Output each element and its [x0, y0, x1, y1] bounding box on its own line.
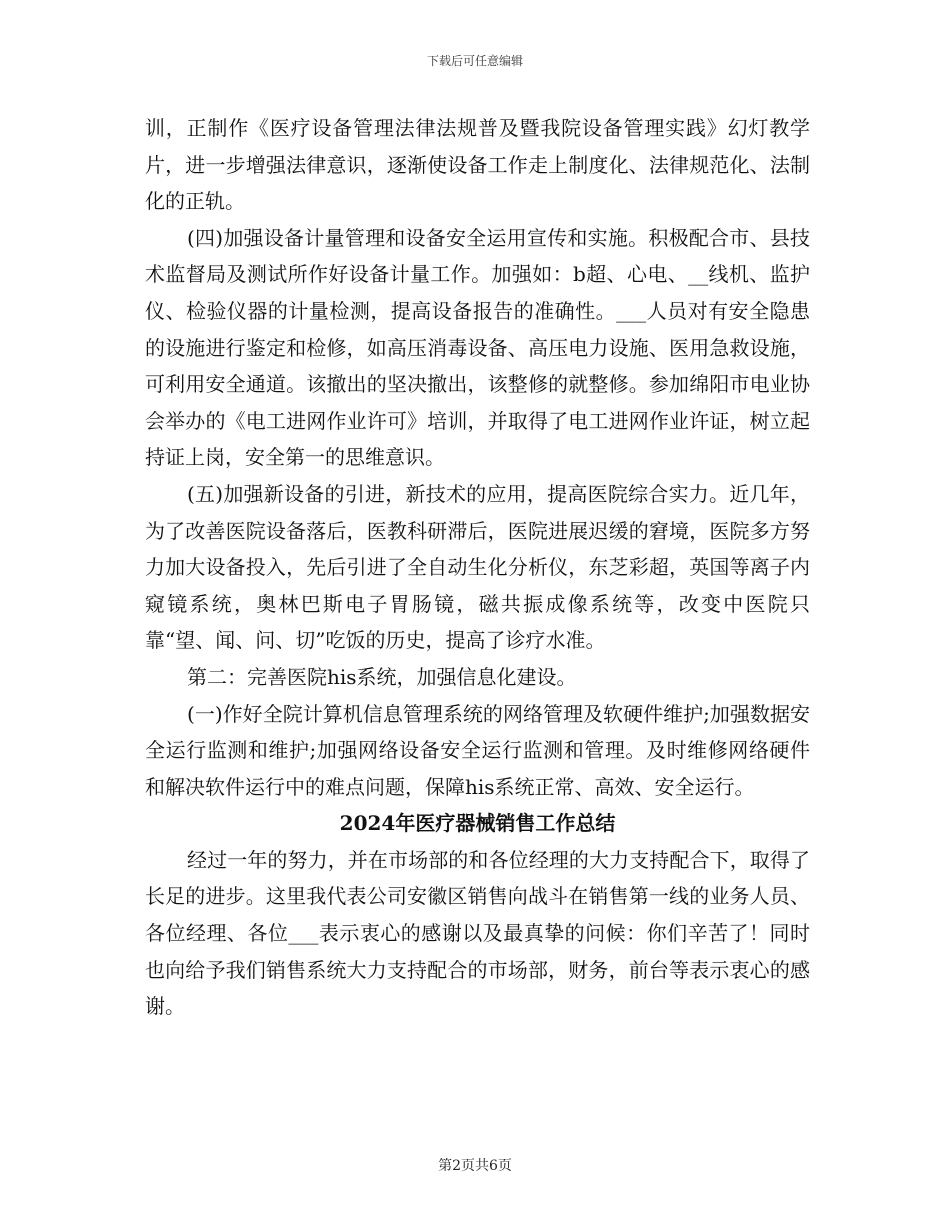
- paragraph-part-two: 第二：完善医院his系统，加强信息化建设。: [187, 664, 577, 689]
- paragraph-section-five: (五)加强新设备的引进，新技术的应用，提高医院综合实力。近几年，为了改善医院设备落后，医教科研滞后，医院进展迟缓的窘境，医院多方努力加大设备投入，先后引进了全自动生化分析仪，东芝彩超，英国等离子内窥镜系统，奥林巴斯电子胃肠镜，磁共振成像系统等，改变中医院只靠“望、闻、问、切”吃饭的历史，提高了诊疗水准。: [145, 481, 810, 653]
- paragraph-section-four: (四)加强设备计量管理和设备安全运用宣传和实施。积极配合市、县技术监督局及测试所作好设备计量工作。加强如：b超、心电、__线机、监护仪、检验仪器的计量检测，提高设备报告的准确性。___人员对有安全隐患的设施进行鉴定和检修，如高压消毒设备、高压电力设施、医用急救设施，可利用安全通道。该撤出的坚决撤出，该整修的就整修。参加绵阳市电业协会举办的《电工进网作业许可》培训，并取得了电工进网作业许证，树立起持证上岗，安全第一的思维意识。: [145, 225, 810, 470]
- section-title: 2024年医疗器械销售工作总结: [339, 811, 616, 836]
- document-body: [145, 110, 810, 1025]
- paragraph-continuation: 训，正制作《医疗设备管理法律法规普及暨我院设备管理实践》幻灯教学片，进一步增强法律意识，逐渐使设备工作走上制度化、法律规范化、法制化的正轨。: [145, 116, 810, 214]
- page-number-footer: 第2页共6页: [438, 1158, 512, 1174]
- paragraph-subsection-one: (一)作好全院计算机信息管理系统的网络管理及软硬件维护;加强数据安全运行监测和维护;加强网络设备安全运行监测和管理。及时维修网络硬件和解决软件运行中的难点问题，保障his系统正常、高效、安全运行。: [145, 701, 810, 799]
- page-header-note: 下载后可任意编辑: [426, 54, 523, 68]
- paragraph-summary-intro: 经过一年的努力，并在市场部的和各位经理的大力支持配合下，取得了长足的进步。这里我代表公司安徽区销售向战斗在销售第一线的业务人员、各位经理、各位___表示衷心的感谢以及最真挚的问候：你们辛苦了！同时也向给予我们销售系统大力支持配合的市场部，财务，前台等表示衷心的感谢。: [145, 847, 810, 1019]
